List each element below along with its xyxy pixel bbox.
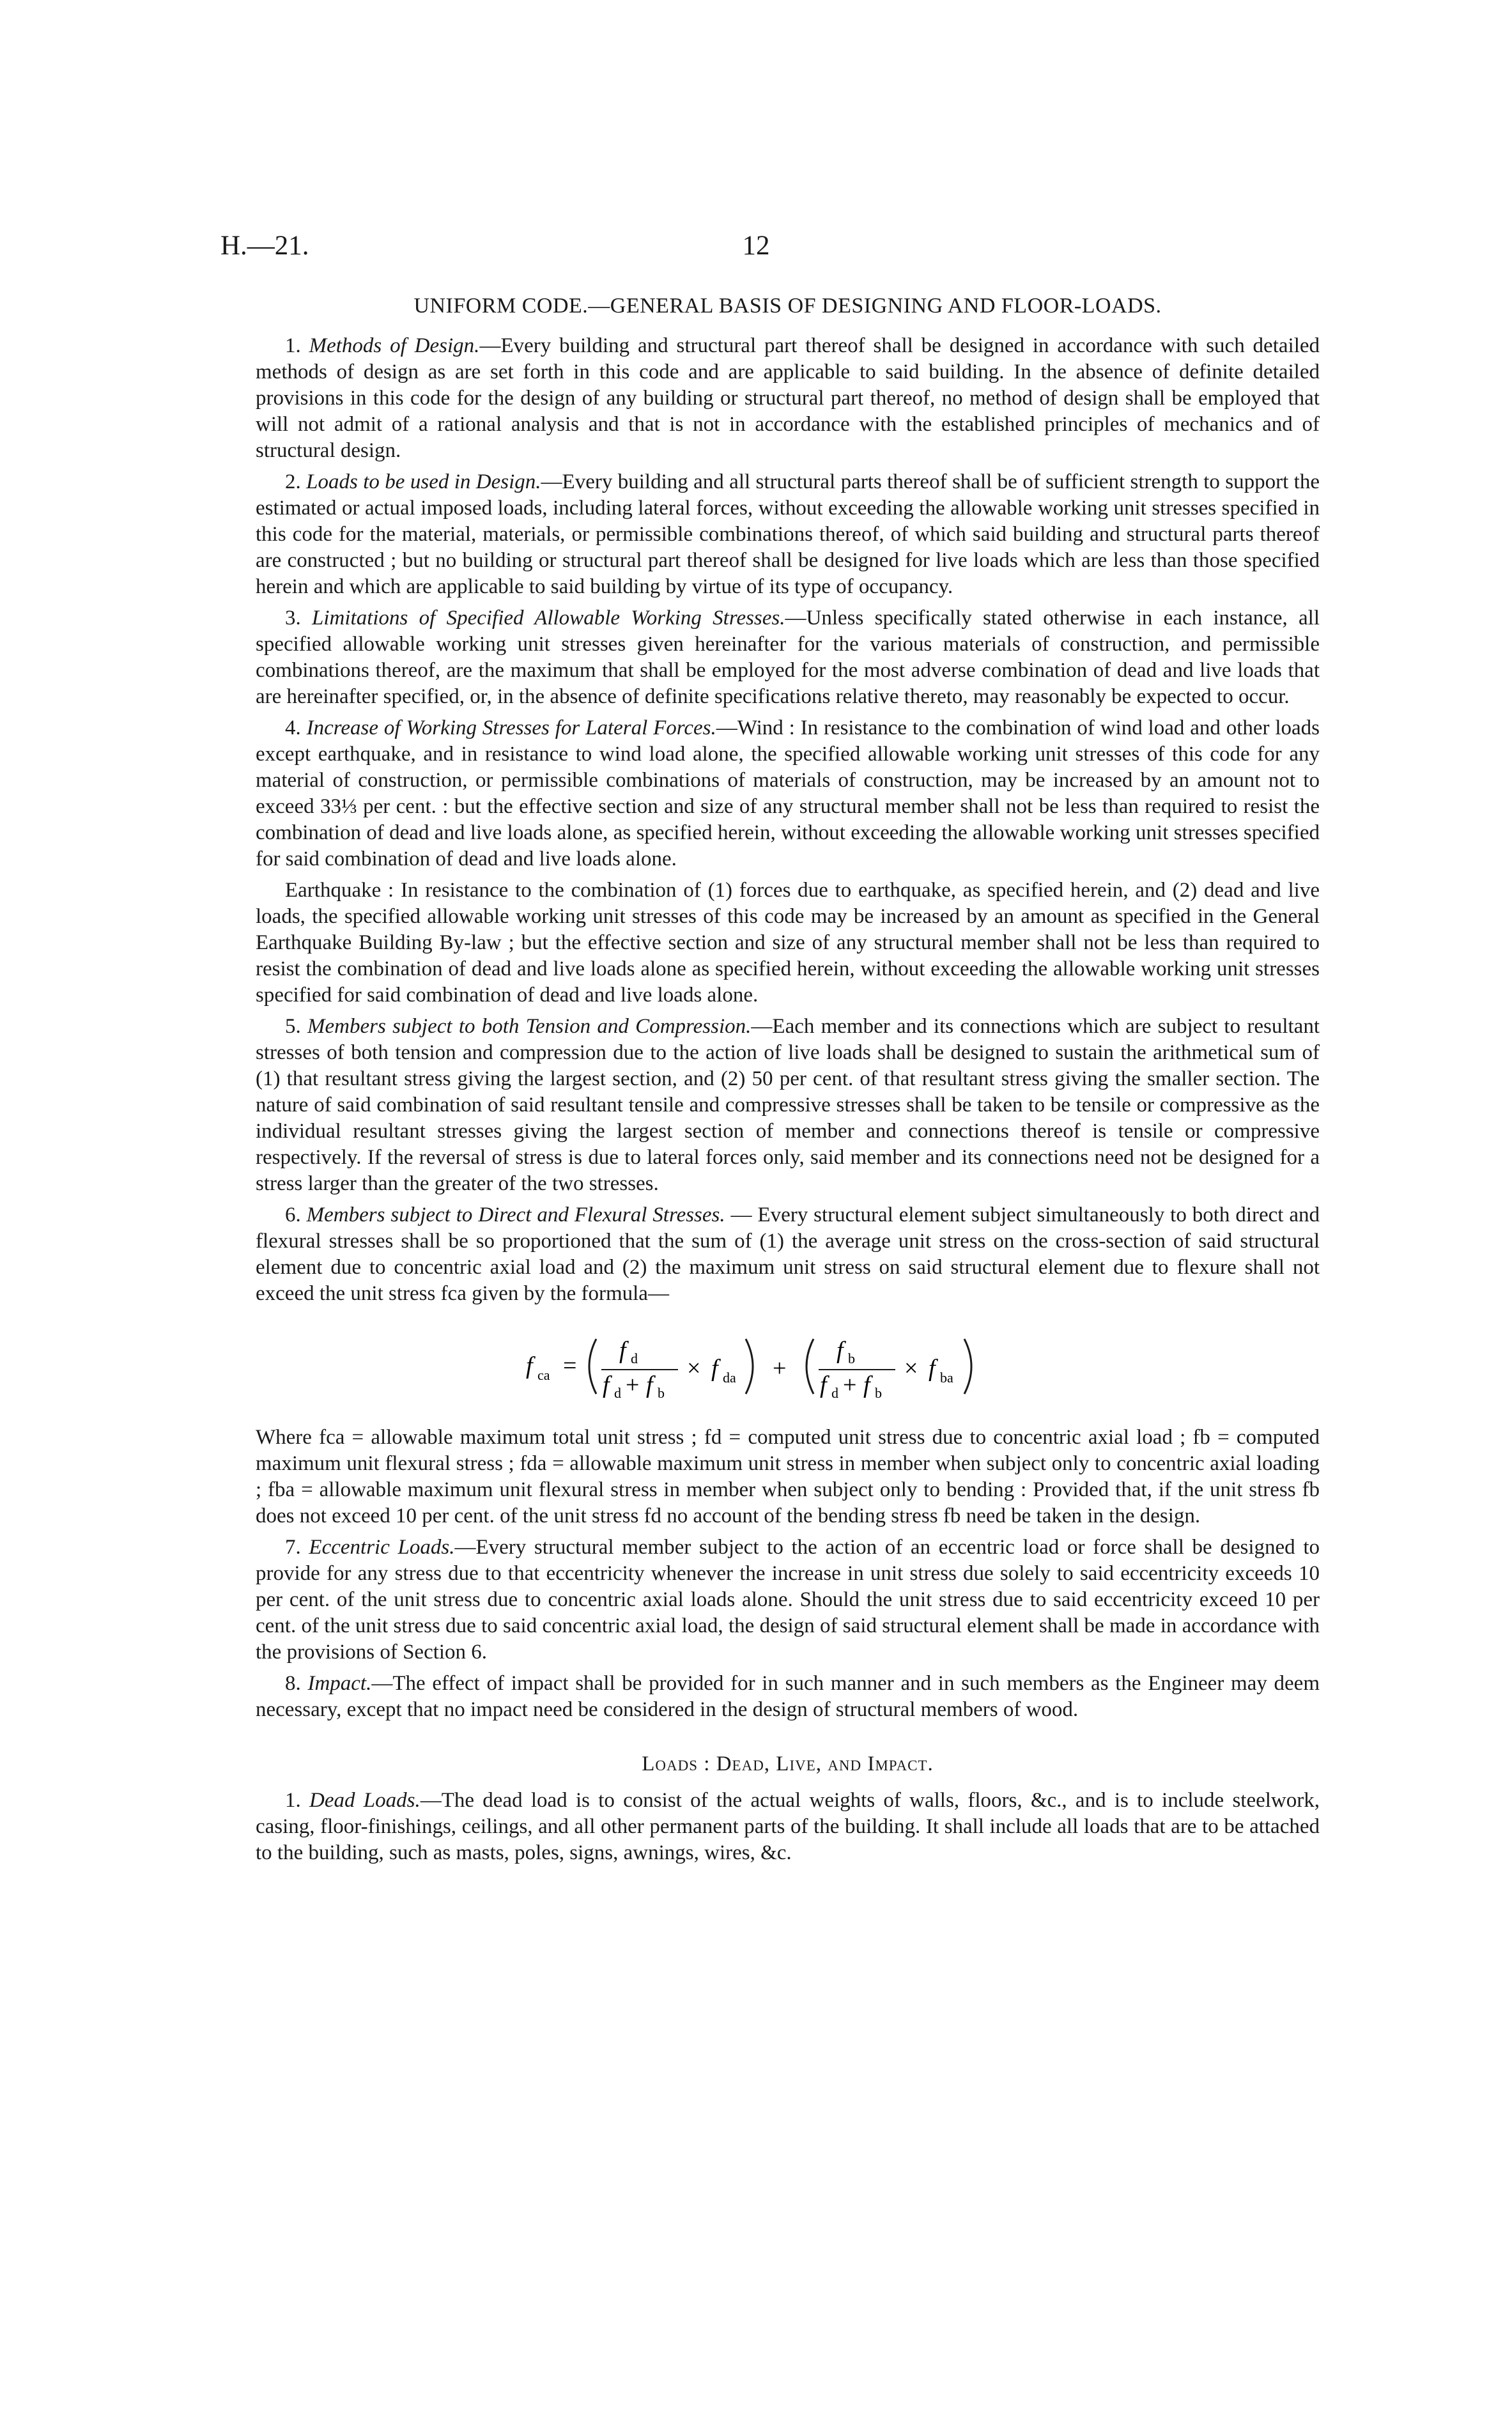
- paragraph-limitations: [256, 605, 1320, 710]
- clause-heading: Limitations of Specified Allowable Working Stresses.: [312, 607, 785, 630]
- paragraph-lateral-forces: [256, 715, 1320, 872]
- clause-heading: Members subject to both Tension and Compression.: [307, 1015, 752, 1038]
- svg-text:d: d: [613, 1385, 621, 1401]
- clause-text: —Every building and structural part thereof shall be designed in accordance with such detailed methods of design as are set forth in this code and are applicable to said building. In the absence of definite detailed provisions in this code for the design of any building or structural part thereof, no method of design shall be employed that will not admit of a rational analysis and that is not in accordance with the established principles of mechanics and of structural design.: [256, 334, 1320, 462]
- clause-heading: Impact.: [307, 1672, 372, 1695]
- loads-subtitle: Loads : Dead, Live, and Impact.: [642, 1752, 934, 1775]
- svg-text:f: f: [619, 1337, 626, 1364]
- paragraph-loads-in-design: [256, 469, 1320, 600]
- clause-text: Earthquake : In resistance to the combination of (1) forces due to earthquake, as specified herein, and (2) dead and live loads, the specified allowable working unit stresses of this code may be increased by an amount as specified in the General Earthquake Building By-law ; but the effective section and size of any structural member shall not be less than required to resist the combination of dead and live loads alone as specified herein, without exceeding the allowable working unit stresses specified for said combination of dead and live loads alone.: [256, 879, 1320, 1007]
- svg-text:b: b: [874, 1385, 882, 1401]
- svg-text:+: +: [842, 1372, 856, 1398]
- paragraph-methods-of-design: [256, 333, 1320, 464]
- clause-text: — Every structural element subject simultaneously to both direct and flexural stresses shall be so proportioned that the sum of (1) the average unit stress on the cross-section of said structural element due to concentric axial load and (2) the maximum unit stress on said structural element due to flexure shall not exceed the unit stress fca given by the formula—: [256, 1203, 1320, 1305]
- svg-text:f: f: [602, 1372, 610, 1398]
- svg-text:b: b: [657, 1385, 665, 1401]
- clause-number: 5.: [285, 1015, 301, 1038]
- clause-text: —Every building and all structural parts thereof shall be of sufficient strength to support the estimated or actual imposed loads, including lateral forces, without exceeding the allowable working unit stresses specified in this code for the material, materials, or permissible combinations thereof, of which said building and structural parts thereof are constructed ; but no building or structural part thereof shall be designed for live loads which are less than those specified herein and which are applicable to said building by virtue of its type of occupancy.: [256, 470, 1320, 598]
- svg-text:f: f: [928, 1355, 936, 1382]
- clause-text: —The effect of impact shall be provided for in such manner and in such members as the Engineer may deem necessary, except that no impact need be considered in the design of structural members of wood.: [256, 1672, 1320, 1721]
- svg-text:×: ×: [686, 1355, 700, 1382]
- svg-text:f: f: [645, 1372, 653, 1398]
- clause-heading: Methods of Design.: [309, 334, 480, 357]
- svg-text:×: ×: [904, 1355, 918, 1382]
- clause-number: 1.: [285, 334, 301, 357]
- clause-number: 2.: [285, 470, 301, 493]
- svg-text:f: f: [525, 1352, 533, 1379]
- clause-heading: Eccentric Loads.: [309, 1536, 455, 1559]
- paragraph-eccentric-loads: [256, 1535, 1320, 1666]
- svg-text:+: +: [625, 1372, 639, 1398]
- clause-text: Where fca = allowable maximum total unit stress ; fd = computed unit stress due to concentric axial load ; fb = computed maximum unit flexural stress ; fda = allowable maximum unit stress in member when subject only to concentric axial loading ; fba = allowable maximum unit flexural stress in member when subject only to bending : Provided that, if the unit stress fb does not exceed 10 per cent. of the unit stress fd no account of the bending stress fb need be taken in the design.: [256, 1426, 1320, 1527]
- clause-number: 3.: [285, 607, 301, 630]
- paragraph-direct-flexural: [256, 1202, 1320, 1307]
- formula-graphic: [500, 1325, 1076, 1408]
- clause-heading: Loads to be used in Design.: [306, 470, 541, 493]
- svg-text:+: +: [772, 1355, 786, 1382]
- clause-heading: Members subject to Direct and Flexural Stresses.: [306, 1203, 725, 1226]
- clause-text: —Unless specifically stated otherwise in each instance, all specified allowable working unit stresses given hereinafter for the various materials of construction, and permissible combinations thereof, are the maximum that shall be employed for the most adverse combination of dead and live loads that are hereinafter specified, or, in the absence of definite specifications relative thereto, may reasonably be expected to occur.: [256, 607, 1320, 708]
- page-number: 12: [742, 231, 770, 261]
- paragraph-earthquake: [256, 878, 1320, 1009]
- clause-text: —Wind : In resistance to the combination of wind load and other loads except earthquake, and in resistance to wind load alone, the specified allowable working unit stresses of this code for any material of construction, or permissible combinations of materials of construction, may be increased by an amount not to exceed 33⅓ per cent. : but the effective section and size of any structural member shall not be less than required to resist the combination of dead and live loads alone, as specified herein, without exceeding the allowable working unit stresses specified for said combination of dead and live loads alone.: [256, 716, 1320, 870]
- page-body: [256, 293, 1320, 1871]
- svg-text:d: d: [831, 1385, 838, 1401]
- clause-heading: Increase of Working Stresses for Lateral Forces.: [306, 716, 716, 739]
- clause-number: 7.: [285, 1536, 301, 1559]
- clause-number: 4.: [285, 716, 301, 739]
- running-header: [220, 230, 1292, 268]
- svg-text:ba: ba: [939, 1370, 953, 1386]
- clause-number: 1.: [285, 1789, 301, 1812]
- paragraph-formula-definitions: [256, 1425, 1320, 1529]
- stress-formula: [256, 1325, 1320, 1408]
- section-title: UNIFORM CODE.—GENERAL BASIS OF DESIGNING AND FLOOR-LOADS.: [413, 294, 1162, 318]
- document-reference: H.—21.: [220, 231, 309, 261]
- svg-text:=: =: [562, 1352, 576, 1379]
- clause-text: —Each member and its connections which are subject to resultant stresses of both tension and compression due to the action of live loads shall be designed to sustain the arithmetical sum of (1) that resultant stress giving the largest section, and (2) 50 per cent. of that resultant stress giving the smaller section. The nature of said combination of said resultant tensile and compressive stresses shall be taken to be tensile or compressive as the individual resultant stresses giving the largest section of member and connections thereof is tensile or compressive respectively. If the reversal of stress is due to lateral forces only, said member and its connections need not be designed for a stress larger than the greater of the two stresses.: [256, 1015, 1320, 1195]
- paragraph-dead-loads: [256, 1788, 1320, 1866]
- clause-heading: Dead Loads.: [309, 1789, 420, 1812]
- clause-text: —Every structural member subject to the action of an eccentric load or force shall be designed to provide for any stress due to that eccentricity whenever the increase in unit stress due solely to said eccentricity exceeds 10 per cent. of the unit stress due to concentric axial loads alone. Should the unit stress due to said eccentricity exceed 10 per cent. of the unit stress due to said concentric axial load, the design of said structural element shall be made in accordance with the provisions of Section 6.: [256, 1536, 1320, 1664]
- paragraph-impact: [256, 1671, 1320, 1723]
- clause-number: 8.: [285, 1672, 301, 1695]
- paragraph-tension-compression: [256, 1014, 1320, 1197]
- clause-number: 6.: [285, 1203, 301, 1226]
- svg-text:f: f: [711, 1355, 718, 1382]
- svg-text:b: b: [847, 1350, 855, 1366]
- svg-text:f: f: [836, 1337, 844, 1364]
- svg-text:f: f: [819, 1372, 827, 1398]
- svg-text:d: d: [630, 1350, 638, 1366]
- clause-text: —The dead load is to consist of the actual weights of walls, floors, &c., and is to include steelwork, casing, floor-finishings, ceilings, and all other permanent parts of the building. It shall include all loads that are to be attached to the building, such as masts, poles, signs, awnings, wires, &c.: [256, 1789, 1320, 1864]
- svg-text:ca: ca: [537, 1367, 550, 1383]
- svg-text:f: f: [863, 1372, 870, 1398]
- svg-text:da: da: [722, 1370, 736, 1386]
